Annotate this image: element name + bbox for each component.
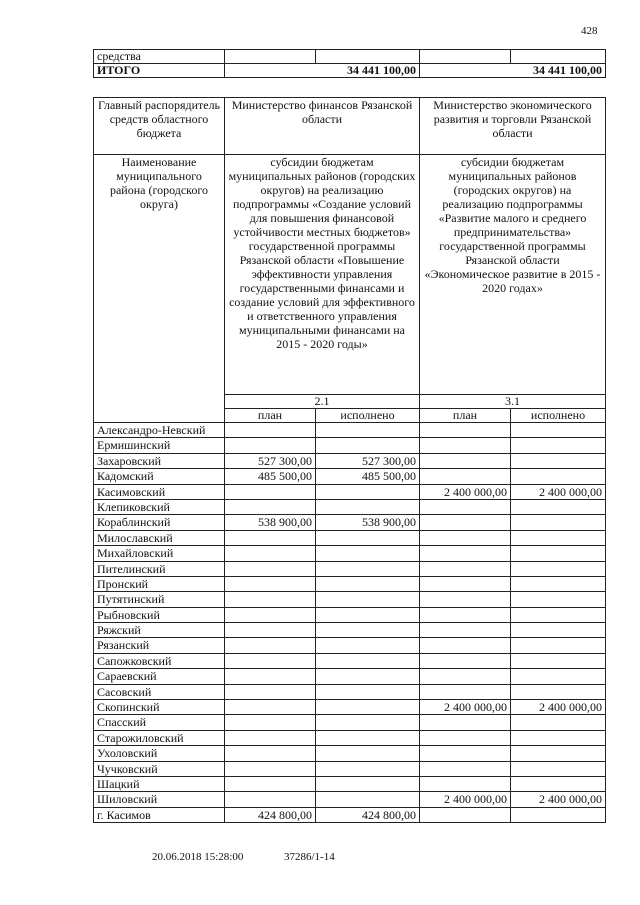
done-value-2-1: 485 500,00 xyxy=(316,469,420,484)
district-name: Сасовский xyxy=(94,684,225,699)
table-row xyxy=(94,453,606,468)
table-row xyxy=(94,607,606,622)
done-value-3-1 xyxy=(511,607,606,622)
plan-value-3-1 xyxy=(420,623,511,638)
table-row xyxy=(94,438,606,453)
district-name: Кораблинский xyxy=(94,515,225,530)
plan-value-3-1 xyxy=(420,576,511,591)
done-value-2-1 xyxy=(316,730,420,745)
plan-value-3-1 xyxy=(420,746,511,761)
district-name: Клепиковский xyxy=(94,499,225,514)
table-row xyxy=(94,423,606,438)
plan-value-2-1 xyxy=(225,730,316,745)
done-value-2-1 xyxy=(316,530,420,545)
district-name: г. Касимов xyxy=(94,807,225,822)
plan-value-2-1 xyxy=(225,700,316,715)
table-row xyxy=(94,761,606,776)
done-label-2: исполнено xyxy=(511,409,606,423)
done-value-3-1 xyxy=(511,423,606,438)
district-name: Ермишинский xyxy=(94,438,225,453)
done-value-2-1 xyxy=(316,746,420,761)
plan-value-2-1 xyxy=(225,546,316,561)
done-value-3-1 xyxy=(511,469,606,484)
plan-value-2-1 xyxy=(225,792,316,807)
table-row xyxy=(94,653,606,668)
plan-value-3-1 xyxy=(420,669,511,684)
plan-value-2-1: 485 500,00 xyxy=(225,469,316,484)
plan-value-2-1 xyxy=(225,499,316,514)
plan-value-3-1 xyxy=(420,761,511,776)
plan-value-3-1 xyxy=(420,730,511,745)
plan-value-2-1 xyxy=(225,746,316,761)
done-value-3-1: 2 400 000,00 xyxy=(511,700,606,715)
done-value-3-1 xyxy=(511,546,606,561)
done-value-3-1 xyxy=(511,438,606,453)
done-value-3-1 xyxy=(511,453,606,468)
plan-value-2-1 xyxy=(225,684,316,699)
done-value-3-1 xyxy=(511,761,606,776)
district-name: Касимовский xyxy=(94,484,225,499)
done-value-2-1 xyxy=(316,623,420,638)
done-value-3-1 xyxy=(511,730,606,745)
code-2-1: 2.1 xyxy=(225,395,420,409)
plan-value-3-1 xyxy=(420,592,511,607)
table-row xyxy=(94,561,606,576)
header-row-2 xyxy=(94,155,606,395)
done-value-3-1 xyxy=(511,530,606,545)
district-name: Ухоловский xyxy=(94,746,225,761)
district-name: Ряжский xyxy=(94,623,225,638)
plan-value-3-1: 2 400 000,00 xyxy=(420,484,511,499)
done-value-2-1 xyxy=(316,484,420,499)
plan-value-3-1 xyxy=(420,807,511,822)
done-value-3-1 xyxy=(511,638,606,653)
done-value-2-1 xyxy=(316,715,420,730)
plan-value-3-1 xyxy=(420,546,511,561)
district-name: Рыбновский xyxy=(94,607,225,622)
done-value-3-1 xyxy=(511,576,606,591)
done-value-2-1 xyxy=(316,607,420,622)
table-row xyxy=(94,684,606,699)
plan-value-3-1: 2 400 000,00 xyxy=(420,700,511,715)
plan-value-3-1 xyxy=(420,607,511,622)
plan-value-3-1 xyxy=(420,715,511,730)
table-row xyxy=(94,715,606,730)
district-name: Милославский xyxy=(94,530,225,545)
table-row xyxy=(94,592,606,607)
done-value-2-1 xyxy=(316,669,420,684)
done-value-3-1 xyxy=(511,499,606,514)
district-name: Спасский xyxy=(94,715,225,730)
total-label: ИТОГО xyxy=(94,64,225,78)
district-name: Захаровский xyxy=(94,453,225,468)
plan-value-3-1 xyxy=(420,684,511,699)
district-name: Пителинский xyxy=(94,561,225,576)
table-row xyxy=(94,515,606,530)
plan-value-2-1 xyxy=(225,669,316,684)
done-value-2-1 xyxy=(316,546,420,561)
done-value-2-1 xyxy=(316,684,420,699)
table-row xyxy=(94,576,606,591)
plan-value-2-1: 424 800,00 xyxy=(225,807,316,822)
header-row-1 xyxy=(94,98,606,155)
table-row xyxy=(94,546,606,561)
table-row xyxy=(94,638,606,653)
table-row xyxy=(94,623,606,638)
table-row xyxy=(94,730,606,745)
plan-value-2-1 xyxy=(225,776,316,791)
totals-table xyxy=(93,49,606,78)
table-row xyxy=(94,499,606,514)
total-value-1: 34 441 100,00 xyxy=(225,64,420,78)
plan-label-1: план xyxy=(225,409,316,423)
page-number: 428 xyxy=(581,25,598,37)
plan-value-2-1 xyxy=(225,761,316,776)
done-value-3-1 xyxy=(511,746,606,761)
plan-value-3-1 xyxy=(420,653,511,668)
district-name: Скопинский xyxy=(94,700,225,715)
table-row xyxy=(94,484,606,499)
plan-value-2-1 xyxy=(225,592,316,607)
total-row xyxy=(94,64,606,78)
plan-value-2-1 xyxy=(225,561,316,576)
done-value-3-1: 2 400 000,00 xyxy=(511,484,606,499)
plan-value-2-1: 527 300,00 xyxy=(225,453,316,468)
plan-value-2-1 xyxy=(225,423,316,438)
col0-title: Главный распорядитель средств областного бюджета xyxy=(94,98,225,155)
subsidies-table xyxy=(93,97,606,823)
done-value-3-1 xyxy=(511,776,606,791)
done-value-2-1: 527 300,00 xyxy=(316,453,420,468)
plan-value-3-1 xyxy=(420,469,511,484)
done-value-3-1 xyxy=(511,653,606,668)
plan-value-2-1 xyxy=(225,607,316,622)
done-value-3-1 xyxy=(511,561,606,576)
col1-title: Министерство финансов Рязанской области xyxy=(225,98,420,155)
plan-value-3-1 xyxy=(420,453,511,468)
district-name: Михайловский xyxy=(94,546,225,561)
plan-value-2-1 xyxy=(225,638,316,653)
done-value-2-1 xyxy=(316,653,420,668)
district-name: Кадомский xyxy=(94,469,225,484)
done-value-2-1 xyxy=(316,576,420,591)
done-value-2-1 xyxy=(316,423,420,438)
total-value-2: 34 441 100,00 xyxy=(420,64,606,78)
plan-value-3-1 xyxy=(420,530,511,545)
code-3-1: 3.1 xyxy=(420,395,606,409)
plan-value-2-1 xyxy=(225,484,316,499)
col2-title: Министерство экономического развития и торговли Рязанской области xyxy=(420,98,606,155)
plan-value-3-1 xyxy=(420,423,511,438)
plan-value-2-1 xyxy=(225,438,316,453)
done-value-2-1 xyxy=(316,438,420,453)
done-value-3-1 xyxy=(511,592,606,607)
plan-value-3-1 xyxy=(420,438,511,453)
table-body xyxy=(94,423,606,823)
table-row xyxy=(94,700,606,715)
district-name: Сараевский xyxy=(94,669,225,684)
district-name: Шиловский xyxy=(94,792,225,807)
plan-value-2-1 xyxy=(225,576,316,591)
plan-value-3-1 xyxy=(420,561,511,576)
table-row xyxy=(94,807,606,822)
footer-doc-id: 37286/1-14 xyxy=(284,851,335,863)
plan-label-2: план xyxy=(420,409,511,423)
col0-subtitle: Наименование муниципального района (городского округа) xyxy=(94,155,225,423)
done-value-2-1 xyxy=(316,761,420,776)
district-name: Шацкий xyxy=(94,776,225,791)
done-value-2-1 xyxy=(316,499,420,514)
table-row xyxy=(94,776,606,791)
plan-value-2-1 xyxy=(225,623,316,638)
done-value-3-1 xyxy=(511,623,606,638)
table-row xyxy=(94,530,606,545)
col1-subtitle: субсидии бюджетам муниципальных районов (городских округов) на реализацию подпрограммы «Создание условий для повышения финансовой устойчивости местных бюджетов» государственной программы Рязанской области «Повышение эффективности управления государственными финансами и создание условий для эффективного и ответственного управления муниципальными финансами на 2015 - 2020 годы» xyxy=(225,155,420,395)
done-value-2-1 xyxy=(316,638,420,653)
done-value-3-1 xyxy=(511,669,606,684)
done-value-3-1 xyxy=(511,715,606,730)
district-name: Путятинский xyxy=(94,592,225,607)
done-value-2-1 xyxy=(316,592,420,607)
plan-value-3-1 xyxy=(420,515,511,530)
done-value-3-1 xyxy=(511,515,606,530)
plan-value-3-1 xyxy=(420,776,511,791)
done-value-2-1 xyxy=(316,792,420,807)
done-value-3-1: 2 400 000,00 xyxy=(511,792,606,807)
row-label: средства xyxy=(94,50,225,64)
plan-value-3-1 xyxy=(420,638,511,653)
plan-value-2-1 xyxy=(225,530,316,545)
done-value-2-1: 538 900,00 xyxy=(316,515,420,530)
plan-value-3-1 xyxy=(420,499,511,514)
district-name: Чучковский xyxy=(94,761,225,776)
table-row xyxy=(94,746,606,761)
plan-value-2-1 xyxy=(225,653,316,668)
done-label-1: исполнено xyxy=(316,409,420,423)
footer-datetime: 20.06.2018 15:28:00 xyxy=(152,851,244,863)
done-value-2-1 xyxy=(316,561,420,576)
table-row xyxy=(94,792,606,807)
district-name: Старожиловский xyxy=(94,730,225,745)
district-name: Александро-Невский xyxy=(94,423,225,438)
table-row xyxy=(94,469,606,484)
plan-value-3-1: 2 400 000,00 xyxy=(420,792,511,807)
table-row xyxy=(94,669,606,684)
done-value-3-1 xyxy=(511,807,606,822)
district-name: Сапожковский xyxy=(94,653,225,668)
district-name: Рязанский xyxy=(94,638,225,653)
plan-value-2-1 xyxy=(225,715,316,730)
col2-subtitle: субсидии бюджетам муниципальных районов (городских округов) на реализацию подпрограммы «Развитие малого и среднего предпринимательства» государственной программы Рязанской области «Экономическое развитие в 2015 - 2020 годах» xyxy=(420,155,606,395)
table-row xyxy=(94,50,606,64)
plan-value-2-1: 538 900,00 xyxy=(225,515,316,530)
district-name: Пронский xyxy=(94,576,225,591)
done-value-3-1 xyxy=(511,684,606,699)
done-value-2-1: 424 800,00 xyxy=(316,807,420,822)
done-value-2-1 xyxy=(316,700,420,715)
done-value-2-1 xyxy=(316,776,420,791)
